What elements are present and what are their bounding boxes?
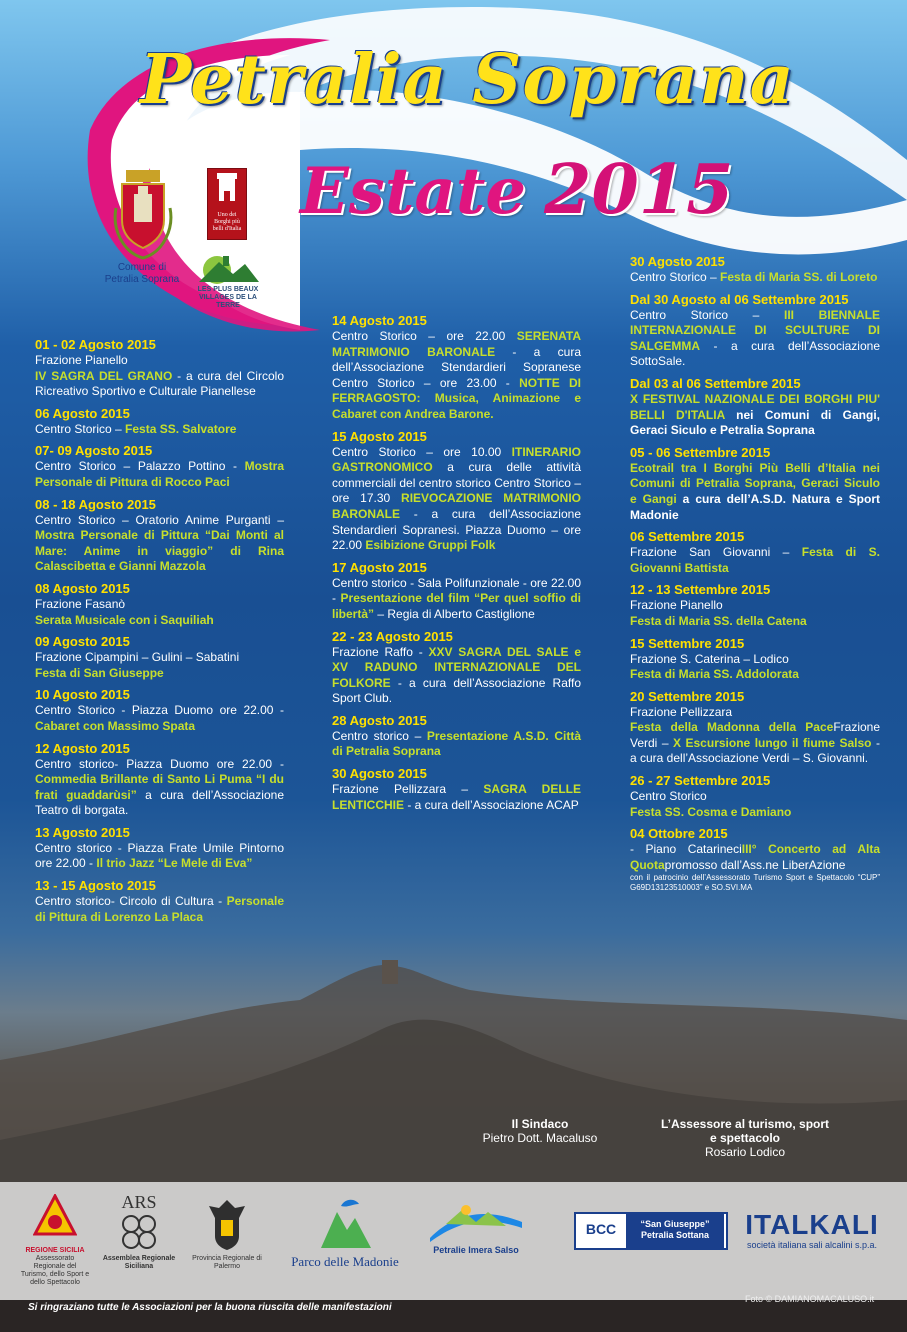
event-highlight: Festa di S. Giovanni Battista [630,545,880,575]
event-highlight: Mostra Personale di Pittura di Rocco Paci [35,459,284,489]
event-text: Centro storico- Piazza Duomo ore 22.00 - [35,756,284,771]
event-date: 15 Settembre 2015 [630,635,745,651]
event-date: 13 - 15 Agosto 2015 [35,878,156,894]
event-highlight: Festa SS. Salvatore [125,421,237,436]
event-highlight: Festa di Maria SS. di Loreto [720,270,878,284]
event-text: a cura dell’Associazione Teatro di borgata. [35,787,284,818]
event-description [630,545,880,576]
event-highlight: III° Concerto ad Alta Quota [630,842,880,872]
sponsor-ars [100,1192,178,1271]
event-text: con il patrocinio dell’Assessorato Turismo Sport e Spettacolo “CUP” G69D13123510003” e SO.SVI.MA [630,873,880,893]
event-date: 09 Agosto 2015 [35,634,130,650]
borghi-caption: Uno dei Borghi più belli d'Italia [212,212,242,232]
sponsor-provincia [192,1196,262,1271]
sponsor-italkali-label: ITALKALI [745,1209,879,1240]
event-description [332,445,581,554]
event-description [35,459,284,490]
event-item [630,582,880,629]
event-text: Centro Storico – ore 22.00 [332,329,517,343]
event-item [35,443,284,490]
event-item [332,629,581,707]
event-description [630,598,880,629]
footer-thanks: Si ringraziano tutte le Associazioni per la buona riuscita delle manifestazioni [28,1302,392,1313]
event-text: Centro storico - Piazza Frate Umile Pintorno ore 22.00 - [35,840,284,871]
event-highlight: XXV SAGRA DEL SALE e XV RADUNO INTERNAZIONALE DEL FOLKORE [332,644,581,690]
event-date: Dal 30 Agosto al 06 Settembre 2015 [630,291,849,307]
event-date: Dal 03 al 06 Settembre 2015 [630,375,801,391]
event-date: 07- 09 Agosto 2015 [35,443,153,459]
events-column-3 [630,254,880,899]
event-description [630,392,880,439]
event-description [35,757,284,819]
event-highlight: Esibizione Gruppi Folk [365,538,496,553]
event-item [35,337,284,400]
event-text: promosso dall’Ass.ne LiberAzione [664,857,846,872]
event-item [35,581,284,628]
event-item [332,560,581,623]
event-highlight: X FESTIVAL NAZIONALE DEI BORGHI PIU' BELLI D'ITALIA [630,391,880,422]
event-text: - a cura dell’Associazione SottoSale. [630,338,880,369]
event-item [332,429,581,554]
event-text: Frazione Fasanò [35,596,126,611]
event-description [332,329,581,423]
event-date: 12 Agosto 2015 [35,740,130,756]
event-date: 20 Settembre 2015 [630,688,745,704]
trinacria-icon [33,1194,77,1244]
event-item [630,445,880,523]
event-text: Centro Storico – [630,270,721,284]
event-date: 08 - 18 Agosto 2015 [35,496,156,512]
event-highlight: Presentazione A.S.D. Città di Petralia Soprana [332,728,581,759]
event-highlight: Festa della Madonna della Pace [630,720,834,735]
event-description [630,789,880,820]
event-description [35,353,284,400]
event-text: Centro Storico - Piazza Duomo ore 22.00 - [35,703,284,718]
provincia-eagle-icon [205,1196,249,1252]
event-date: 06 Settembre 2015 [630,529,745,545]
event-description [35,650,284,681]
event-text: Centro storico- Circolo di Cultura - [35,894,227,909]
event-text: - Piano Catarineci [630,842,742,857]
event-date: 30 Agosto 2015 [630,254,725,269]
event-text: nei Comuni di Gangi, Geraci Siculo e Petralia Soprana [630,407,880,438]
event-date: 08 Agosto 2015 [35,580,130,596]
event-text: Frazione S. Caterina – Lodico [630,651,789,666]
event-text: Centro Storico – Palazzo Pottino - [35,459,245,474]
event-description [35,841,284,872]
event-date: 15 Agosto 2015 [332,428,427,444]
title-year: 2015 [544,150,734,230]
event-description [630,270,880,286]
event-item [35,406,284,438]
sponsor-petralie [424,1202,528,1255]
sponsor-italkali [742,1210,882,1250]
event-description [630,842,880,893]
petralie-logo-icon [426,1202,526,1242]
sponsor-strip [0,1182,907,1300]
event-item [35,497,284,575]
event-date: 30 Agosto 2015 [332,766,427,782]
parco-leaf-icon [315,1196,375,1252]
comune-coat-of-arms-icon [112,168,174,260]
event-text: Frazione Raffo - [332,644,429,659]
event-highlight: Commedia Brillante di Santo Li Puma “I du frati guaddarùsi” [35,772,284,802]
event-text: Frazione Pianello [35,353,128,367]
event-highlight: Festa di San Giuseppe [35,665,164,680]
event-highlight: Presentazione del film “Per quel soffio di libertà” [332,591,581,621]
event-text: - a cura dell’Associazione Verdi – S. Giovanni. [630,735,880,766]
sponsor-bcc-label: BCC [585,1221,617,1237]
event-highlight: Festa di Maria SS. della Catena [630,613,807,628]
event-date: 04 Ottobre 2015 [630,826,728,842]
event-description [332,782,581,813]
event-description [630,461,880,523]
event-date: 06 Agosto 2015 [35,405,130,421]
event-text: Frazione Pellizzara – [332,782,484,797]
event-text: Frazione San Giovanni – [630,545,802,560]
event-description [332,576,581,623]
signature-sindaco [460,1117,620,1145]
event-description [35,513,284,575]
event-item [630,292,880,370]
event-date: 12 - 13 Settembre 2015 [630,582,771,598]
event-highlight: SAGRA DELLE LENTICCHIE [332,782,581,812]
assessore-name: Rosario Lodico [704,1145,786,1159]
sindaco-name: Pietro Dott. Macaluso [482,1131,598,1145]
event-highlight: Ecotrail tra I Borghi Più Belli d’Italia nei Comuni di Petralia Soprana, Geraci Siculo e Gangi [630,460,880,506]
event-text: a cura delle attività commerciali del centro storico Centro Storico – ore 17.30 [332,460,581,506]
sponsor-bcc [574,1212,728,1250]
event-item [630,826,880,893]
photo-credit: Foto © DAMIANOMACALUSO.it [745,1294,875,1304]
event-text: Centro Storico [630,789,707,804]
event-item [35,741,284,819]
sponsor-regione-label: REGIONE SICILIA [25,1247,85,1254]
event-date: 01 - 02 Agosto 2015 [35,337,156,352]
title-estate-word: Estate [300,154,527,229]
event-text: Centro storico - Sala Polifunzionale - ore 22.00 - [332,575,581,606]
event-highlight: Serata Musicale con i Saquiliah [35,612,214,627]
event-date: 14 Agosto 2015 [332,313,427,328]
event-text: Centro Storico – ore 10.00 [332,444,512,459]
event-text: - a cura dell’Associazione Stendardieri Sopranese Centro Storico – ore 23.00 - [332,344,581,390]
event-item [630,254,880,286]
event-text: - a cura dell’Associazione Raffo Sport Club. [332,675,581,706]
event-item [630,689,880,767]
event-description [35,703,284,734]
title-estate [300,150,733,230]
event-highlight: SERENATA MATRIMONIO BARONALE [332,329,581,359]
event-description [35,894,284,925]
event-description [332,645,581,707]
events-column-2 [332,313,581,819]
event-date: 17 Agosto 2015 [332,559,427,575]
sponsor-regione [20,1194,90,1287]
event-text: - a cura del Circolo Ricreativo Sportivo e Culturale Pianellese [35,368,284,399]
villages-caption: LES PLUS BEAUX VILLAGES DE LA TERRE [197,286,259,309]
event-highlight: Cabaret con Massimo Spata [35,718,196,733]
sponsor-ars-label: ARS [121,1192,157,1212]
event-highlight: Il trio Jazz “Le Mele di Eva” [96,856,253,871]
event-description [35,597,284,628]
sponsor-bcc-sub: “San Giuseppe” Petralia Sottana [626,1214,724,1248]
event-highlight: NOTTE DI FERRAGOSTO: Musica, Animazione e Cabaret con Andrea Barone. [332,375,582,421]
event-item [332,313,581,423]
event-text: Centro Storico – [630,307,785,322]
event-date: 26 - 27 Settembre 2015 [630,773,771,789]
sponsor-italkali-sub: società italiana sali alcalini s.p.a. [746,1240,878,1250]
event-item [630,636,880,683]
sponsor-ars-sub: Assemblea Regionale Siciliana [102,1255,176,1270]
event-item [35,878,284,925]
event-item [630,773,880,820]
sponsor-petralie-label: Petralie Imera Salso [433,1245,519,1255]
signature-assessore [660,1117,830,1159]
event-date: 28 Agosto 2015 [332,712,427,728]
event-highlight: Mostra Personale di Pittura “Dai Monti al Mare: Anime in viaggio” di Rina Calascibetta e Gianni Mazzola [35,528,284,574]
event-text: Frazione Pianello [630,598,723,613]
event-text: a cura dell’A.S.D. Natura e Sport Madonie [630,491,880,522]
event-date: 10 Agosto 2015 [35,687,130,703]
event-item [35,687,284,734]
event-date: 05 - 06 Settembre 2015 [630,444,771,460]
footer-bar [0,1294,907,1332]
event-highlight: ITINERARIO GASTRONOMICO [332,444,581,475]
event-highlight: Festa di Maria SS. Addolorata [630,667,799,682]
event-item [332,766,581,813]
event-highlight: X Escursione lungo il fiume Salso [673,735,872,750]
sindaco-title: Il Sindaco [511,1117,569,1131]
sponsor-regione-sub: Assessorato Regionale del Turismo, dello Sport e dello Spettacolo [20,1255,90,1286]
event-item [630,376,880,439]
event-item [35,825,284,872]
title-petralia-soprana: Petralia Soprana [140,40,795,120]
event-item [630,529,880,576]
ars-emblem-icon [119,1212,159,1252]
event-date: 13 Agosto 2015 [35,824,130,840]
event-text: Centro Storico – Oratorio Anime Purganti – [35,512,284,527]
event-text: Centro Storico – [35,421,126,436]
tower-icon [208,169,246,207]
event-description [630,308,880,370]
event-highlight: Personale di Pittura di Lorenzo La Placa [35,894,284,924]
event-date: 22 - 23 Agosto 2015 [332,628,453,644]
sponsor-provincia-label: Provincia Regionale di Palermo [192,1255,262,1270]
event-highlight: IV SAGRA DEL GRANO [35,368,173,383]
event-text: Frazione Verdi – [630,720,880,750]
event-text: – Regia di Alberto Castiglione [374,606,535,621]
event-text: Centro storico – [332,728,427,743]
event-text: - a cura dell’Associazione ACAP [404,797,579,812]
event-text: - a cura dell’Associazione Stendardieri Sopranesi. Piazza Duomo – ore 22.00 [332,506,581,553]
event-item [332,713,581,760]
events-column-1 [35,337,284,931]
event-text: Frazione Pellizzara [630,704,733,719]
event-description [35,422,284,438]
event-description [630,652,880,683]
event-highlight: Festa SS. Cosma e Damiano [630,804,792,819]
event-highlight: III BIENNALE INTERNAZIONALE DI SCULTURE DI SALGEMMA [630,307,881,353]
event-highlight: RIEVOCAZIONE MATRIMONIO BARONALE [332,491,581,521]
sponsor-parco-label: Parco delle Madonie [291,1254,399,1269]
borghi-logo [207,168,247,240]
event-item [35,634,284,681]
sponsor-parco [280,1196,410,1269]
event-description [332,729,581,760]
assessore-title: L’Assessore al turismo, sport e spettacolo [660,1117,830,1145]
comune-caption: Comune di Petralia Soprana [104,262,180,285]
event-description [630,705,880,767]
event-text: Frazione Cipampini – Gulini – Sabatini [35,650,240,665]
